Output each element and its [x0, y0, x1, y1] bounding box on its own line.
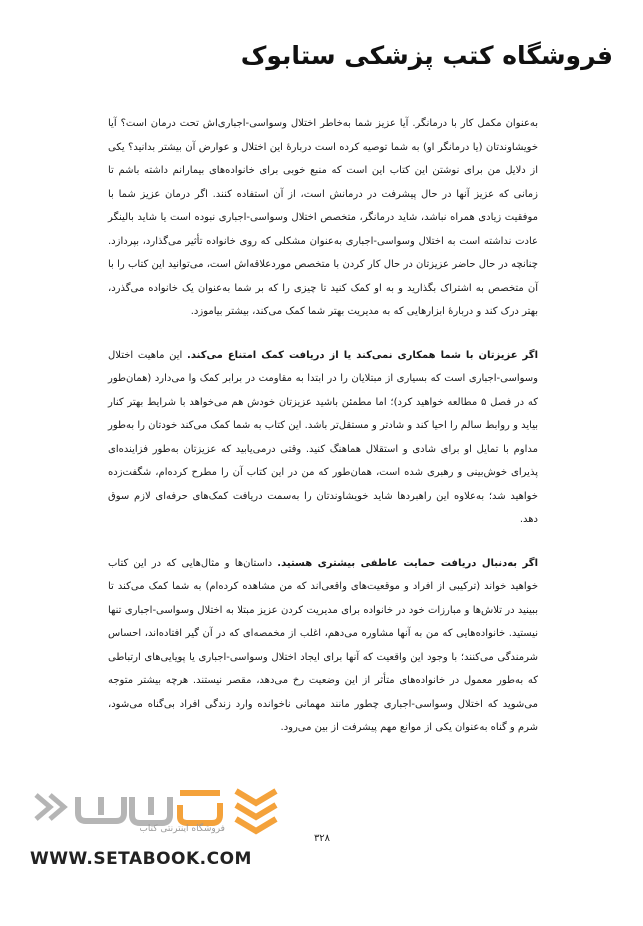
- watermark-tagline: فروشگاه اینترنتی کتاب: [139, 824, 225, 834]
- paragraph-2: [108, 344, 538, 532]
- paragraph-3-text: داستان‌ها و مثال‌هایی که در این کتاب خواهید خواند (ترکیبی از افراد و موقعیت‌های واقعی‌اند که من مشاهده کرده‌ام) به شما کمک می‌کند تا ببینید در تلاش‌ها و مبارزات خود در خانواده برای مدیریت کردن عزیز مبتلا به اختلال وسواسی-اجباری تنها نیستید. خانواده‌هایی که من به آنها مشاوره می‌دهم، اغلب از مخمصه‌ای که در آن گیر افتاده‌اند، احساس شرمندگی می‌کنند؛ با وجود این واقعیت که آنها برای ایجاد اختلال وسواسی-اجباری یا پویایی‌های ارتباطی که به‌طور معمول در خانواده‌های متأثر از این وضعیت رخ می‌دهد، مقصر نیستند. هرچه بیشتر متوجه می‌شوید که اختلال وسواسی-اجباری چطور مانند مهمانی ناخوانده وارد زندگی افراد بی‌گناه می‌شود، شرم و گناه به‌عنوان یکی از موانع مهم پیشرفت از بین می‌رود.: [108, 557, 538, 733]
- page-title: فروشگاه کتب پزشکی ستابوک: [240, 41, 613, 70]
- watermark-url: WWW.SETABOOK.COM: [30, 849, 252, 869]
- paragraph-3: [108, 552, 538, 740]
- document-body: [108, 112, 538, 740]
- book-stack-icon: [233, 785, 279, 835]
- paragraph-2-text: این ماهیت اختلال وسواسی-اجباری است که بسیاری از مبتلایان را در ابتدا به مقاومت در برابر کمک وا می‌دارد (همان‌طور که در فصل ۵ مطالعه خواهید کرد)؛ اما مطمئن باشید عزیزتان خودش هم می‌خواهد با شرایط بهتر کنار بیاید و روابط سالم را احیا کند و شادتر و مستقل‌تر باشد. این کتاب به شما کمک می‌کند خودتان را به‌طور مداوم با تمایل او برای شادی و استقلال هماهنگ کنید. وقتی درمی‌یابید که عزیزتان به‌طور فزاینده‌ای پذیرای خوش‌بینی و رهبری شده است، همان‌طور که من در این کتاب آن را مطرح کرده‌ام، شگفت‌زده خواهید شد؛ به‌علاوه این راهبردها شاید خویشاوندتان را به‌سمت دریافت کمک‌های حرفه‌ای لازم سوق دهد.: [108, 349, 539, 525]
- paragraph-3-lead: اگر به‌دنبال دریافت حمایت عاطفی بیشتری هستید.: [277, 557, 538, 569]
- page-number: ۳۲۸: [313, 833, 331, 844]
- paragraph-1: [108, 112, 538, 324]
- paragraph-2-lead: اگر عزیزتان با شما همکاری نمی‌کند یا از دریافت کمک امتناع می‌کند.: [187, 349, 539, 361]
- paragraph-1-text: به‌عنوان مکمل کار با درمانگر. آیا عزیز شما به‌خاطر اختلال وسواسی-اجباری‌اش تحت درمان است؟ آیا خویشاوندتان (یا درمانگر او) به شما توصیه کرده است دربارهٔ این اختلال و عوارض آن بیشتر بدانید؟ یکی از دلایل من برای نوشتن این کتاب این است که منبع خوبی برای خانواده‌های بیمارانم داشته باشم تا زمانی که عزیز آنها در حال پیشرفت در درمانش است، از آن استفاده کنند. اگر درمان عزیز شما با موفقیت زیادی همراه نباشد، شاید درمانگر، متخصص اختلال وسواسی-اجباری نبوده است یا شاید بالینگر عادت نداشته است به اختلال وسواسی-اجباری به‌عنوان مشکلی که روی خانواده تأثیر می‌گذارد، بپردازد. چنانچه در حال حاضر عزیزتان در حال کار کردن با متخصص موردعلاقه‌اش است، می‌توانید این کتاب را با آن متخصص به اشتراک بگذارید و به او کمک کنید تا چیزی را که بر شما به‌عنوان یک خانواده می‌گذرد، بهتر درک کند و دربارهٔ ابزارهایی که به مدیریت بهتر شما کمک می‌کند، بیشتر بیاموزد.: [108, 118, 538, 317]
- setabook-watermark: [30, 785, 290, 875]
